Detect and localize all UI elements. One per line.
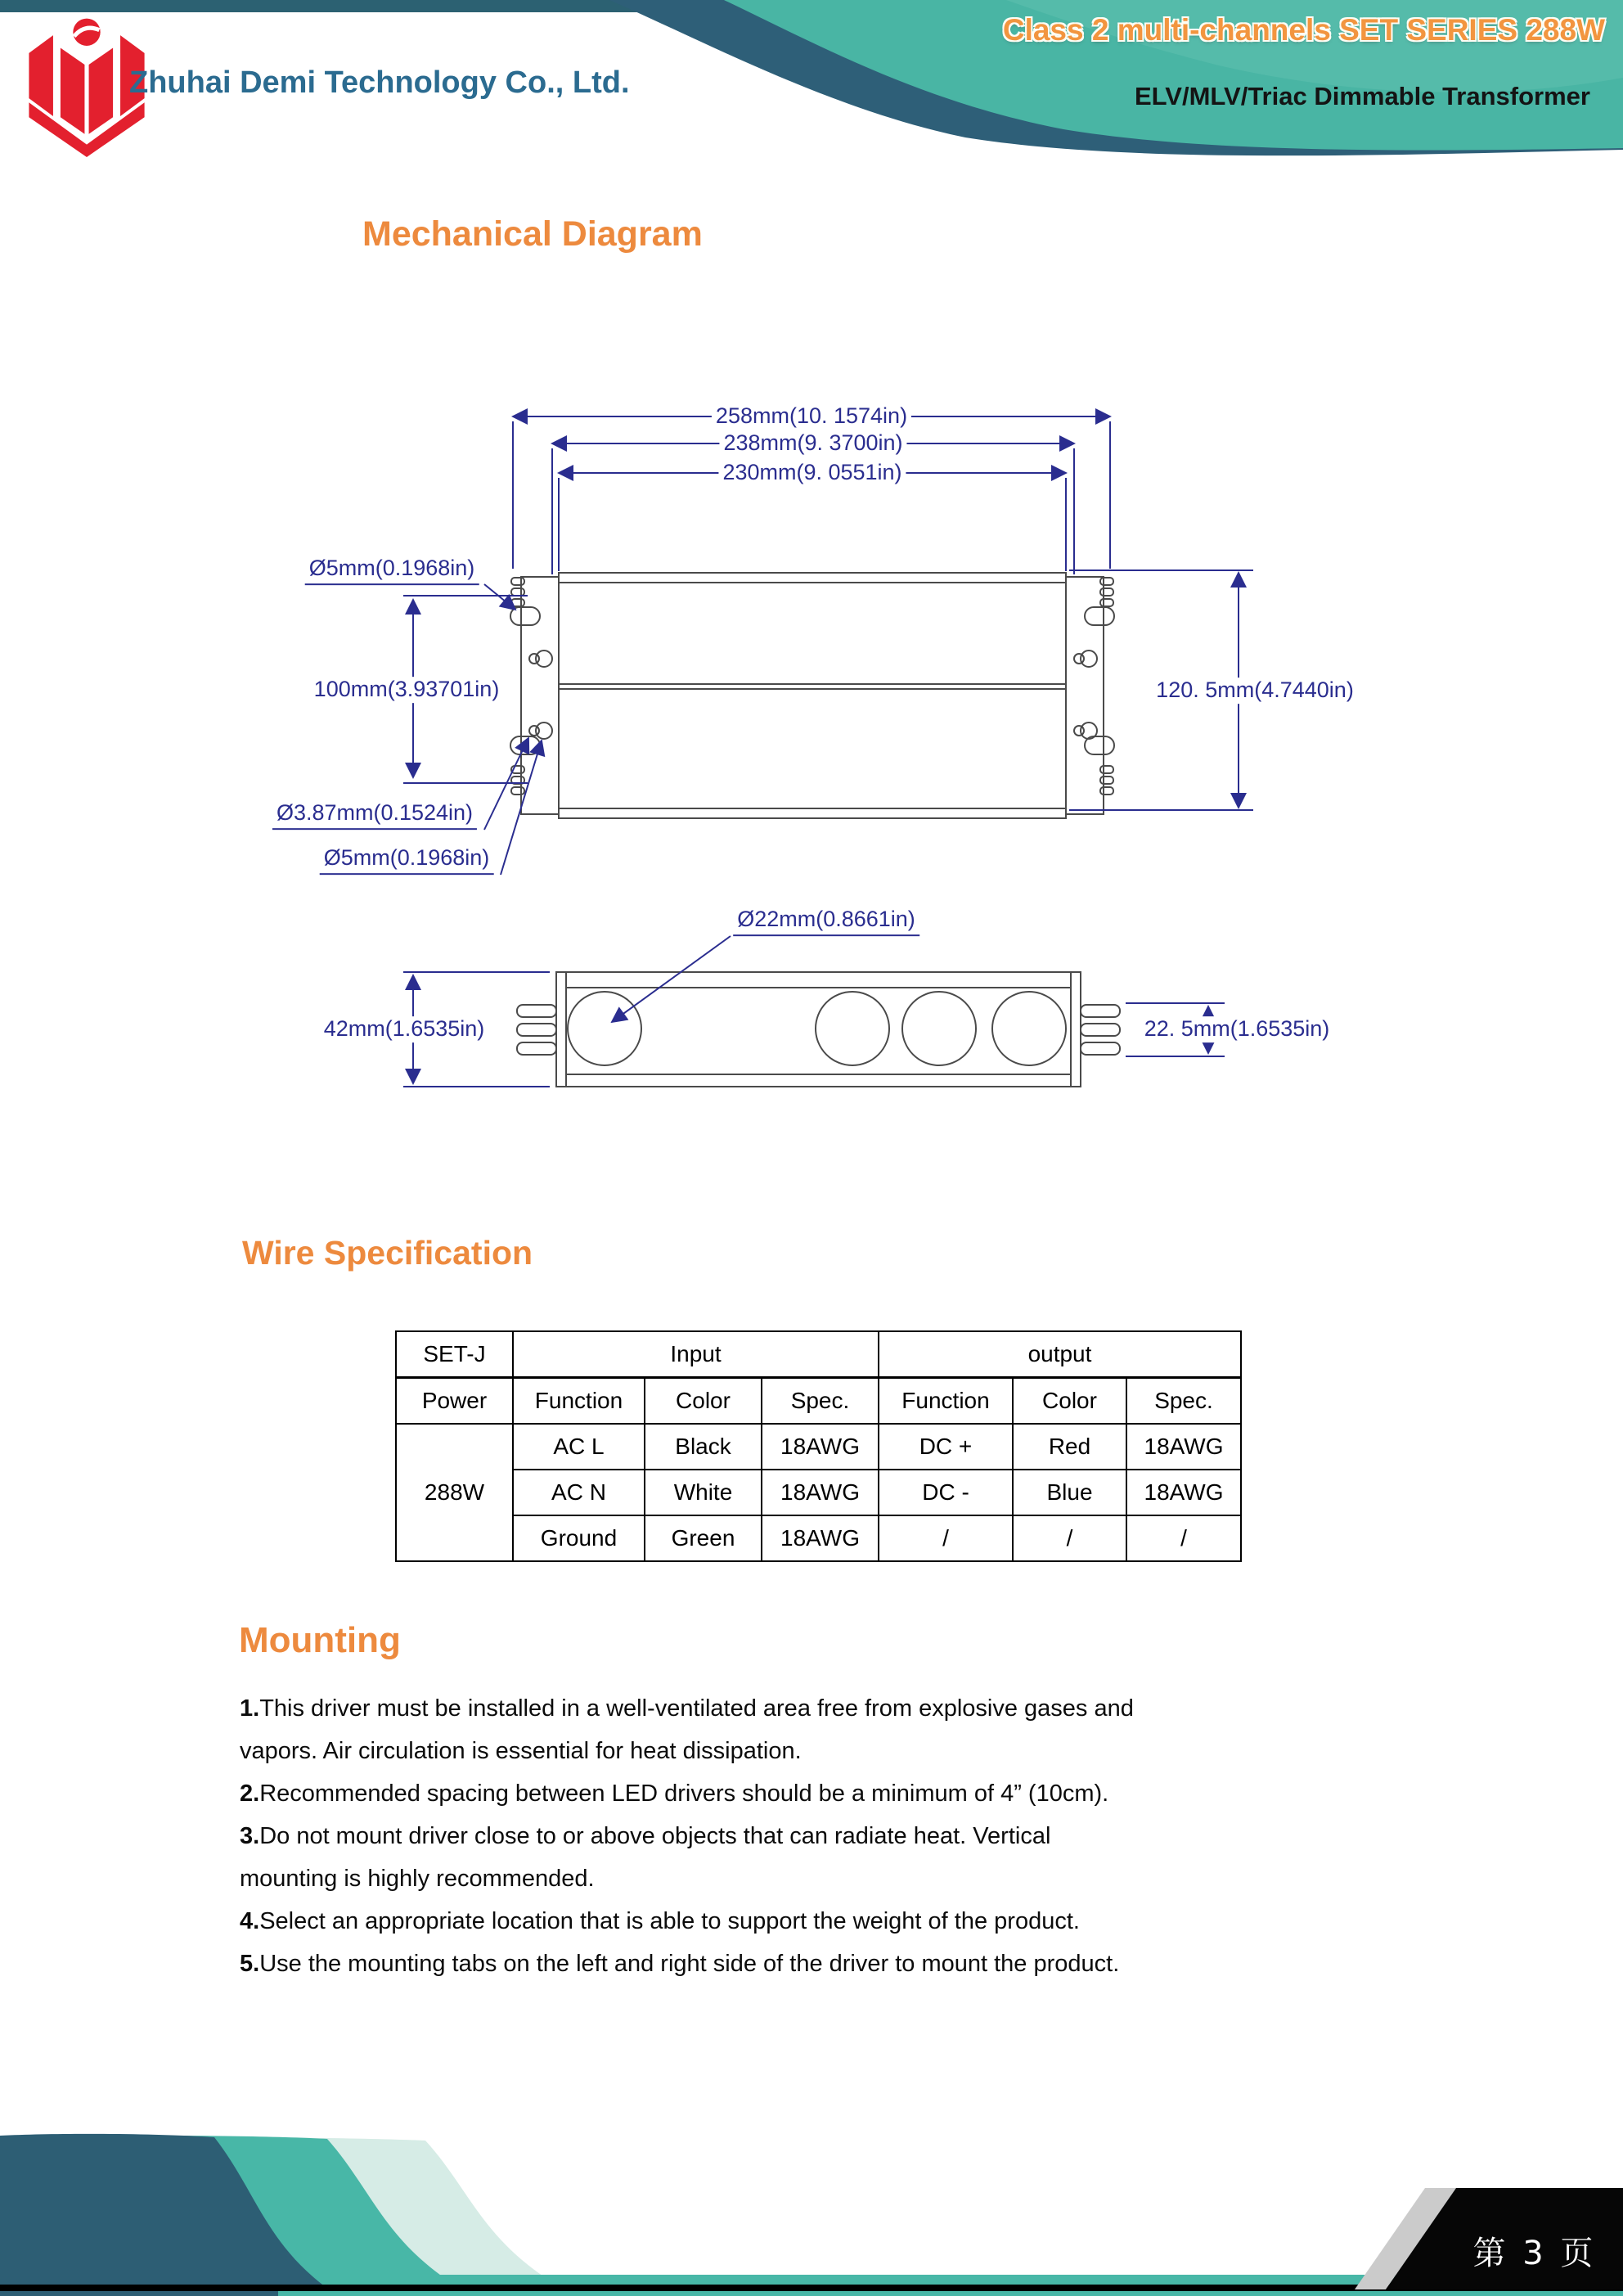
dim-side-height: 42mm(1.6535in) <box>320 1016 489 1042</box>
table-row: AC N White 18AWG DC - Blue 18AWG <box>396 1470 1241 1515</box>
table-row: Power Function Color Spec. Function Color Spec. <box>396 1378 1241 1425</box>
dim-width-outer: 258mm(10. 1574in) <box>712 403 911 430</box>
mounting-item-4: 4.Select an appropriate location that is able to support the weight of the product. <box>240 1908 1080 1934</box>
device-top-view <box>510 573 1114 818</box>
model-cell: SET-J <box>396 1331 513 1378</box>
footer-banner <box>0 2083 1623 2296</box>
dim-tab-height: 22. 5mm(1.6535in) <box>1140 1016 1334 1042</box>
wire-knockout-hole <box>568 992 641 1065</box>
mounting-instructions <box>240 1687 1270 1985</box>
device-side-view <box>517 972 1120 1087</box>
table-row: Ground Green 18AWG / / / <box>396 1515 1241 1561</box>
dim-width-inner: 230mm(9. 0551in) <box>718 460 906 486</box>
page-number: 第 3 页 <box>1472 2235 1597 2272</box>
mounting-heading: Mounting <box>239 1620 401 1660</box>
dim-width-mid: 238mm(9. 3700in) <box>719 430 906 457</box>
right-top-tab-slot <box>1085 607 1114 625</box>
mounting-item-3: 3.Do not mount driver close to or above objects that can radiate heat. Vertical mounting is highly recommended. <box>240 1823 1051 1892</box>
dim-height-left: 100mm(3.93701in) <box>310 677 504 703</box>
mounting-item-5: 5.Use the mounting tabs on the left and right side of the driver to mount the product. <box>240 1951 1120 1977</box>
wire-specification-heading: Wire Specification <box>242 1234 533 1272</box>
mounting-item-1: 1.This driver must be installed in a well-ventilated area free from explosive gases and vapors. Air circulation is essential for heat dissipation. <box>240 1695 1134 1764</box>
table-row: 288W AC L Black 18AWG DC + Red 18AWG <box>396 1424 1241 1470</box>
dim-height-right: 120. 5mm(4.7440in) <box>1152 678 1358 704</box>
left-keyhole-top-small <box>529 654 539 664</box>
table-row <box>396 1331 1241 1378</box>
mounting-item-2: 2.Recommended spacing between LED drivers should be a minimum of 4” (10cm). <box>240 1781 1109 1807</box>
banner-title: Class 2 multi-channels SET SERIES 288W <box>1002 13 1605 47</box>
label-hole-small: Ø3.87mm(0.1524in) <box>272 800 477 830</box>
dimension-lines <box>403 416 1253 1087</box>
output-header-cell: output <box>879 1331 1241 1378</box>
power-value-cell: 288W <box>396 1424 513 1561</box>
label-knockout: Ø22mm(0.8661in) <box>733 907 919 936</box>
banner-subtitle: ELV/MLV/Triac Dimmable Transformer <box>1134 82 1590 110</box>
wire-spec-table <box>395 1330 1242 1562</box>
label-hole-top: Ø5mm(0.1968in) <box>305 556 479 585</box>
input-header-cell: Input <box>513 1331 879 1378</box>
left-keyhole-bottom-small <box>529 726 539 736</box>
label-hole-bottom: Ø5mm(0.1968in) <box>320 845 494 875</box>
mechanical-diagram-heading: Mechanical Diagram <box>362 214 703 254</box>
company-name: Zhuhai Demi Technology Co., Ltd. <box>129 65 630 100</box>
power-label-cell: Power <box>396 1378 513 1425</box>
